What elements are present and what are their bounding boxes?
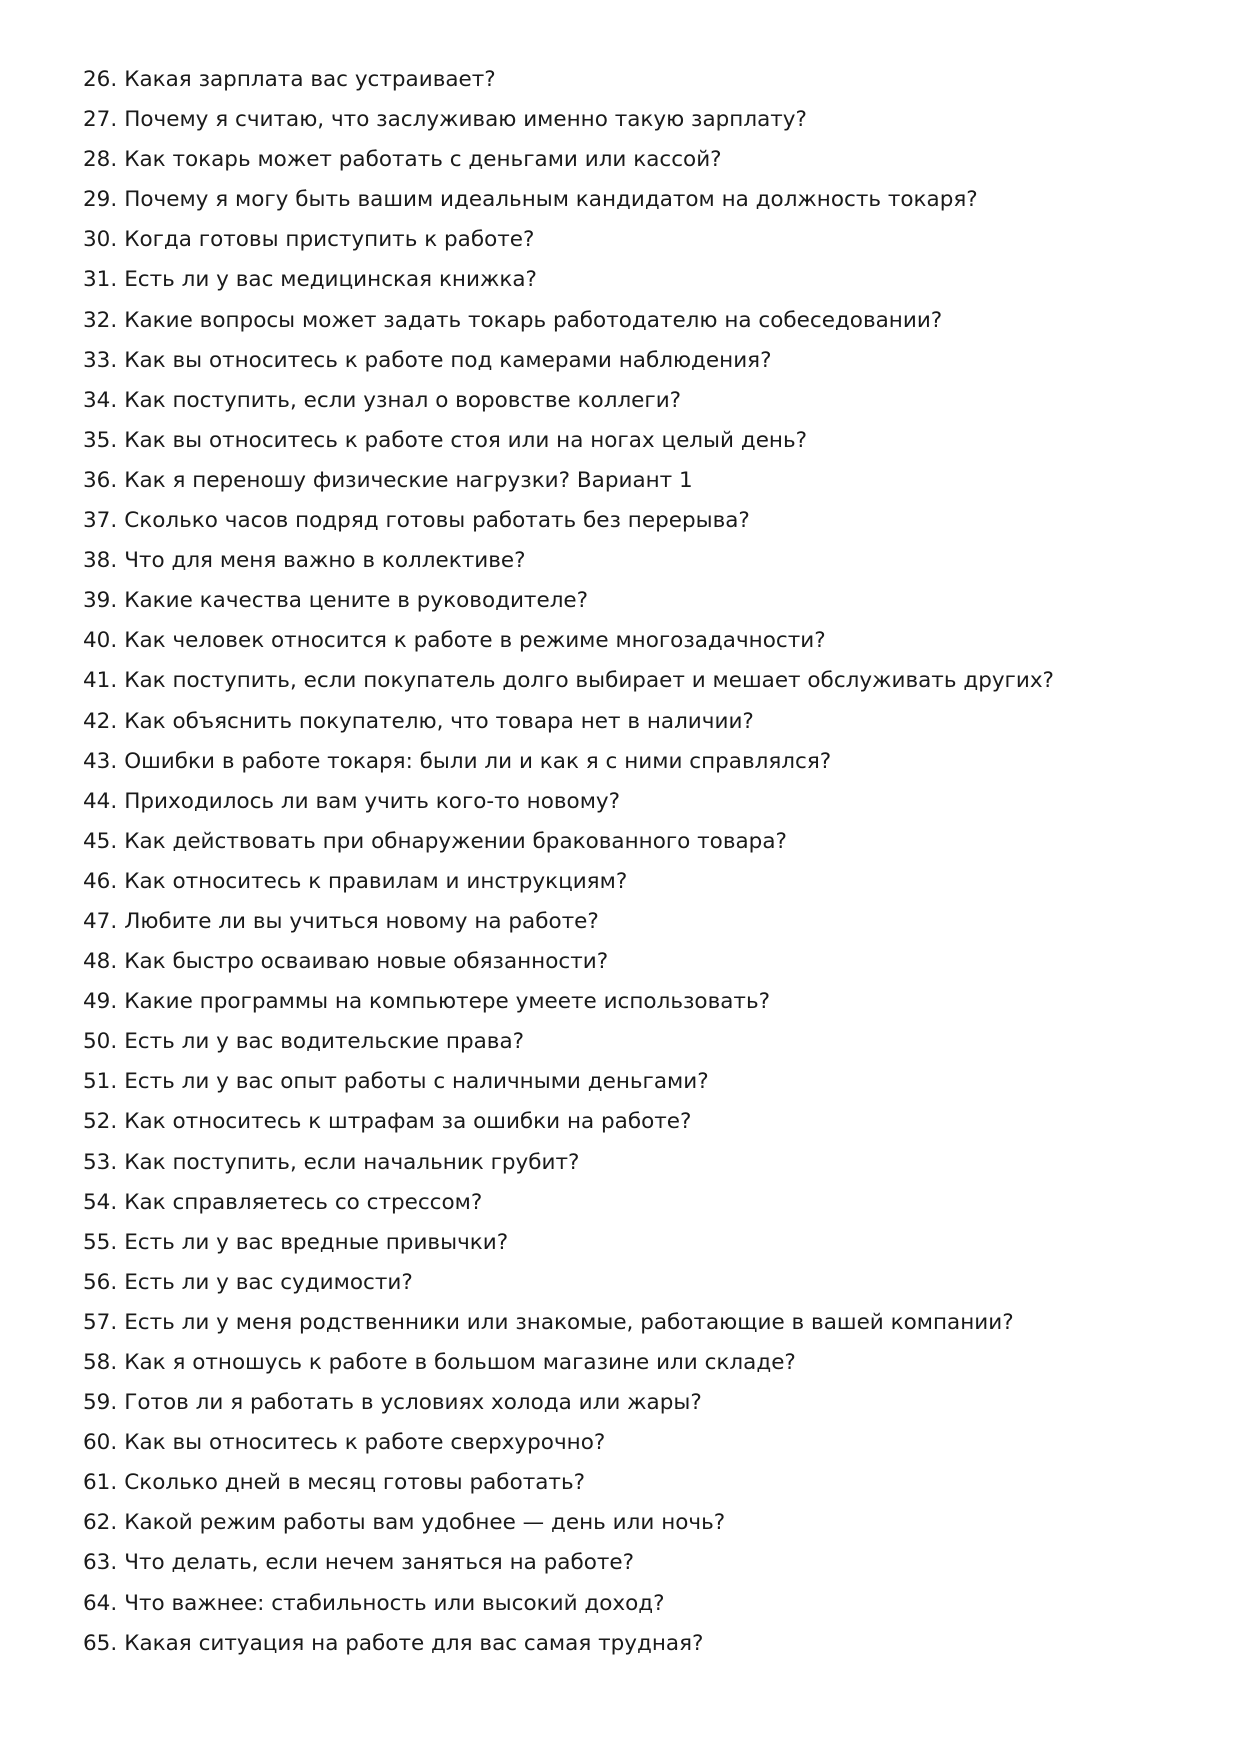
question-text: Есть ли у меня родственники или знакомые, работающие в вашей компании? xyxy=(124,1309,1014,1335)
question-number: 56. xyxy=(83,1269,118,1295)
question-number: 35. xyxy=(83,427,118,453)
question-item xyxy=(83,60,1203,100)
question-item xyxy=(83,1624,1203,1664)
question-text: Есть ли у вас вредные привычки? xyxy=(124,1229,509,1255)
question-item xyxy=(83,301,1203,341)
question-number: 32. xyxy=(83,307,118,333)
question-text: Сколько часов подряд готовы работать без перерыва? xyxy=(124,508,750,534)
question-text: Есть ли у вас опыт работы с наличными деньгами? xyxy=(124,1069,709,1095)
question-text: Почему я могу быть вашим идеальным кандидатом на должность токаря? xyxy=(124,187,978,213)
question-item xyxy=(83,942,1203,982)
question-item xyxy=(83,421,1203,461)
question-number: 48. xyxy=(83,949,118,975)
question-number: 41. xyxy=(83,668,118,694)
question-text: Как объяснить покупателю, что товара нет в наличии? xyxy=(124,708,754,734)
question-number: 62. xyxy=(83,1510,118,1536)
question-text: Как вы относитесь к работе под камерами наблюдения? xyxy=(124,347,772,373)
question-item xyxy=(83,461,1203,501)
question-number: 33. xyxy=(83,347,118,373)
question-text: Как поступить, если узнал о воровстве коллеги? xyxy=(124,387,682,413)
question-number: 57. xyxy=(83,1309,118,1335)
question-number: 50. xyxy=(83,1029,118,1055)
question-text: Как вы относитесь к работе сверхурочно? xyxy=(124,1430,606,1456)
question-number: 30. xyxy=(83,227,118,253)
question-item xyxy=(83,661,1203,701)
question-text: Как действовать при обнаружении бракованного товара? xyxy=(124,828,787,854)
question-item xyxy=(83,1102,1203,1142)
question-number: 39. xyxy=(83,588,118,614)
question-text: Что для меня важно в коллективе? xyxy=(124,548,526,574)
question-text: Как поступить, если начальник грубит? xyxy=(124,1149,580,1175)
question-item xyxy=(83,1584,1203,1624)
question-text: Что важнее: стабильность или высокий доход? xyxy=(124,1590,665,1616)
question-number: 65. xyxy=(83,1630,118,1656)
question-item xyxy=(83,1143,1203,1183)
question-number: 27. xyxy=(83,107,118,133)
question-number: 54. xyxy=(83,1189,118,1215)
question-item xyxy=(83,381,1203,421)
question-text: Как человек относится к работе в режиме многозадачности? xyxy=(124,628,826,654)
question-number: 37. xyxy=(83,508,118,534)
question-text: Есть ли у вас водительские права? xyxy=(124,1029,525,1055)
question-item xyxy=(83,1503,1203,1543)
question-text: Как поступить, если покупатель долго выбирает и мешает обслуживать других? xyxy=(124,668,1054,694)
question-text: Как вы относитесь к работе стоя или на ногах целый день? xyxy=(124,427,808,453)
question-text: Приходилось ли вам учить кого-то новому? xyxy=(124,788,621,814)
question-item xyxy=(83,180,1203,220)
question-item xyxy=(83,1423,1203,1463)
question-item xyxy=(83,1062,1203,1102)
question-text: Когда готовы приступить к работе? xyxy=(124,227,535,253)
question-number: 55. xyxy=(83,1229,118,1255)
question-number: 44. xyxy=(83,788,118,814)
question-item xyxy=(83,621,1203,661)
question-number: 38. xyxy=(83,548,118,574)
question-item xyxy=(83,581,1203,621)
question-text: Как относитесь к штрафам за ошибки на работе? xyxy=(124,1109,692,1135)
question-item xyxy=(83,902,1203,942)
question-text: Как токарь может работать с деньгами или кассой? xyxy=(124,147,722,173)
question-number: 36. xyxy=(83,467,118,493)
question-number: 64. xyxy=(83,1590,118,1616)
question-number: 51. xyxy=(83,1069,118,1095)
question-item xyxy=(83,702,1203,742)
question-text: Какая ситуация на работе для вас самая трудная? xyxy=(124,1630,704,1656)
question-text: Какие качества цените в руководителе? xyxy=(124,588,589,614)
question-number: 43. xyxy=(83,748,118,774)
question-text: Как я отношусь к работе в большом магазине или складе? xyxy=(124,1350,796,1375)
question-text: Есть ли у вас судимости? xyxy=(124,1269,413,1295)
question-number: 31. xyxy=(83,267,118,293)
question-number: 28. xyxy=(83,147,118,173)
question-number: 26. xyxy=(83,67,118,92)
question-number: 42. xyxy=(83,708,118,734)
question-item xyxy=(83,1223,1203,1263)
question-item xyxy=(83,260,1203,300)
question-item xyxy=(83,1383,1203,1423)
question-text: Почему я считаю, что заслуживаю именно такую зарплату? xyxy=(124,107,807,133)
question-number: 60. xyxy=(83,1430,118,1456)
question-item xyxy=(83,782,1203,822)
question-list xyxy=(83,60,1203,1664)
question-text: Есть ли у вас медицинская книжка? xyxy=(124,267,537,293)
question-text: Ошибки в работе токаря: были ли и как я с ними справлялся? xyxy=(124,748,832,774)
question-item xyxy=(83,1343,1203,1383)
question-item xyxy=(83,341,1203,381)
question-number: 46. xyxy=(83,868,118,894)
question-item xyxy=(83,1183,1203,1223)
question-text: Как относитесь к правилам и инструкциям? xyxy=(124,868,628,894)
question-number: 47. xyxy=(83,908,118,934)
question-text: Какая зарплата вас устраивает? xyxy=(124,67,496,92)
question-number: 49. xyxy=(83,989,118,1015)
question-number: 63. xyxy=(83,1550,118,1576)
question-item xyxy=(83,1303,1203,1343)
question-text: Какой режим работы вам удобнее — день или ночь? xyxy=(124,1510,726,1536)
question-item xyxy=(83,100,1203,140)
question-text: Любите ли вы учиться новому на работе? xyxy=(124,908,599,934)
question-item xyxy=(83,1543,1203,1583)
question-text: Как справляетесь со стрессом? xyxy=(124,1189,483,1215)
question-item xyxy=(83,1022,1203,1062)
question-number: 52. xyxy=(83,1109,118,1135)
question-item xyxy=(83,1263,1203,1303)
question-item xyxy=(83,140,1203,180)
question-item xyxy=(83,220,1203,260)
question-text: Что делать, если нечем заняться на работе? xyxy=(124,1550,635,1576)
question-item xyxy=(83,1463,1203,1503)
question-text: Как я переношу физические нагрузки? Вариант 1 xyxy=(124,467,693,493)
question-item xyxy=(83,742,1203,782)
question-text: Сколько дней в месяц готовы работать? xyxy=(124,1470,586,1496)
question-text: Какие программы на компьютере умеете использовать? xyxy=(124,989,771,1015)
question-number: 53. xyxy=(83,1149,118,1175)
question-item xyxy=(83,541,1203,581)
question-text: Как быстро осваиваю новые обязанности? xyxy=(124,949,609,975)
question-number: 61. xyxy=(83,1470,118,1496)
question-number: 45. xyxy=(83,828,118,854)
question-number: 40. xyxy=(83,628,118,654)
question-text: Какие вопросы может задать токарь работодателю на собеседовании? xyxy=(124,307,943,333)
question-number: 34. xyxy=(83,387,118,413)
question-item xyxy=(83,982,1203,1022)
question-text: Готов ли я работать в условиях холода или жары? xyxy=(124,1390,702,1416)
question-item xyxy=(83,501,1203,541)
question-number: 29. xyxy=(83,187,118,213)
question-number: 58. xyxy=(83,1350,118,1375)
question-item xyxy=(83,862,1203,902)
question-number: 59. xyxy=(83,1390,118,1416)
question-item xyxy=(83,822,1203,862)
